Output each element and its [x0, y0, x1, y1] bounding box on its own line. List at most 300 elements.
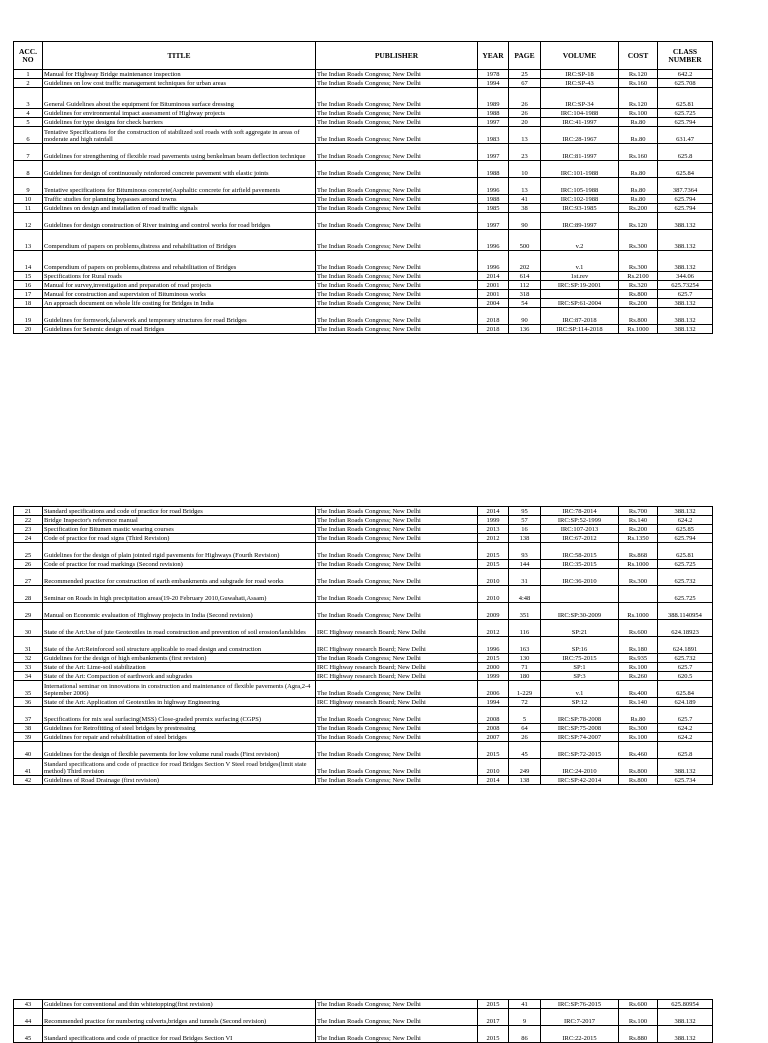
cell-volume: IRC:SP:75-2008	[541, 724, 619, 733]
cell-year: 1996	[478, 178, 509, 195]
cell-page: 4:48	[509, 586, 541, 603]
cell-page: 180	[509, 672, 541, 681]
cell-volume: IRC:SP:30-2009	[541, 603, 619, 620]
cell-page: 86	[509, 1026, 541, 1043]
cell-cost: Rs.80	[619, 161, 658, 178]
cell-year: 1994	[478, 698, 509, 707]
cell-cost: Rs.120	[619, 70, 658, 79]
cell-year: 2014	[478, 507, 509, 516]
header-volume: VOLUME	[541, 42, 619, 70]
cell-page: 13	[509, 127, 541, 144]
cell-title: Standard specifications and code of practice for road Bridges	[43, 507, 316, 516]
cell-year: 1999	[478, 516, 509, 525]
table-row	[14, 733, 713, 742]
cell-page: 31	[509, 569, 541, 586]
cell-class-number: 625.80954	[658, 1000, 713, 1009]
cell-cost: Rs.200	[619, 204, 658, 213]
cell-title: Guidelines for Seismic design of road Bridges	[43, 325, 316, 334]
cell-publisher: The Indian Roads Congress; New Delhi	[316, 88, 478, 109]
cell-acc-no: 15	[14, 272, 43, 281]
cell-title: Manual for survey,investigation and preparation of road projects	[43, 281, 316, 290]
cell-class-number: 625.85	[658, 525, 713, 534]
cell-cost: Rs.140	[619, 698, 658, 707]
cell-acc-no: 18	[14, 299, 43, 308]
cell-acc-no: 22	[14, 516, 43, 525]
table-row	[14, 127, 713, 144]
table-row	[14, 1026, 713, 1043]
table-row	[14, 272, 713, 281]
table-row	[14, 724, 713, 733]
cell-year: 2012	[478, 620, 509, 637]
cell-publisher: The Indian Roads Congress; New Delhi	[316, 213, 478, 230]
cell-title: Standard specifications and code of practice for road Bridges Section V Steel road bridges(limit state method) Third revision	[43, 759, 316, 776]
cell-page: 163	[509, 637, 541, 654]
cell-title: Manual for Highway Bridge maintenance inspection	[43, 70, 316, 79]
cell-cost: Rs.1000	[619, 603, 658, 620]
cell-page: 26	[509, 733, 541, 742]
cell-cost: Rs.80	[619, 118, 658, 127]
table-row	[14, 1009, 713, 1026]
cell-cost: Rs.300	[619, 724, 658, 733]
table-row	[14, 586, 713, 603]
cell-page: 112	[509, 281, 541, 290]
cell-volume	[541, 586, 619, 603]
cell-acc-no: 20	[14, 325, 43, 334]
cell-title: Guidelines on design and installation of road traffic signals	[43, 204, 316, 213]
cell-publisher: The Indian Roads Congress; New Delhi	[316, 776, 478, 785]
cell-cost: Rs.160	[619, 144, 658, 161]
cell-page: 38	[509, 204, 541, 213]
cell-title: State of the Art:Reinforced soil structure applicable to road design and construction	[43, 637, 316, 654]
cell-page: 500	[509, 230, 541, 251]
cell-title: State of the Art: Application of Geotextiles in highway Engineering	[43, 698, 316, 707]
cell-year: 1996	[478, 251, 509, 272]
cell-cost: Rs.120	[619, 88, 658, 109]
table-row	[14, 109, 713, 118]
cell-acc-no: 8	[14, 161, 43, 178]
cell-publisher: The Indian Roads Congress; New Delhi	[316, 161, 478, 178]
cell-acc-no: 11	[14, 204, 43, 213]
cell-year: 1996	[478, 637, 509, 654]
cell-cost: Rs.2100	[619, 272, 658, 281]
cell-page: 71	[509, 663, 541, 672]
cell-volume: IRC:81-1997	[541, 144, 619, 161]
cell-acc-no: 2	[14, 79, 43, 88]
cell-acc-no: 6	[14, 127, 43, 144]
cell-volume: v.2	[541, 230, 619, 251]
cell-year: 2015	[478, 654, 509, 663]
cell-page: 13	[509, 178, 541, 195]
header-acc-no: ACC. NO	[14, 42, 43, 70]
cell-publisher: IRC Highway research Board; New Delhi	[316, 663, 478, 672]
cell-page: 138	[509, 534, 541, 543]
table-row	[14, 290, 713, 299]
cell-page: 1-229	[509, 681, 541, 698]
cell-publisher: The Indian Roads Congress; New Delhi	[316, 118, 478, 127]
cell-cost: Rs.100	[619, 733, 658, 742]
cell-volume: IRC:SP-18	[541, 70, 619, 79]
cell-year: 1997	[478, 213, 509, 230]
cell-year: 2015	[478, 742, 509, 759]
cell-acc-no: 42	[14, 776, 43, 785]
cell-year: 1997	[478, 118, 509, 127]
cell-class-number: 624.2	[658, 724, 713, 733]
cell-acc-no: 12	[14, 213, 43, 230]
cell-publisher: IRC Highway research Board; New Delhi	[316, 698, 478, 707]
cell-class-number: 625.725	[658, 109, 713, 118]
cell-publisher: The Indian Roads Congress; New Delhi	[316, 724, 478, 733]
cell-cost: Rs.868	[619, 543, 658, 560]
cell-title: State of the Art:Use of jute Geotextiles in road construction and prevention of soil erosion/landslides	[43, 620, 316, 637]
cell-volume	[541, 290, 619, 299]
cell-publisher: IRC Highway research Board; New Delhi	[316, 620, 478, 637]
cell-page: 41	[509, 1000, 541, 1009]
cell-acc-no: 3	[14, 88, 43, 109]
cell-cost: Rs.600	[619, 1000, 658, 1009]
cell-year: 1997	[478, 144, 509, 161]
cell-cost: Rs.80	[619, 127, 658, 144]
cell-publisher: The Indian Roads Congress; New Delhi	[316, 586, 478, 603]
table-row	[14, 299, 713, 308]
cell-class-number: 625.8	[658, 144, 713, 161]
cell-volume: IRC:SP:52-1999	[541, 516, 619, 525]
cell-publisher: The Indian Roads Congress; New Delhi	[316, 534, 478, 543]
cell-cost: Rs.700	[619, 507, 658, 516]
cell-acc-no: 29	[14, 603, 43, 620]
cell-class-number: 625.7	[658, 663, 713, 672]
cell-year: 2018	[478, 325, 509, 334]
cell-publisher: The Indian Roads Congress; New Delhi	[316, 1026, 478, 1043]
cell-acc-no: 43	[14, 1000, 43, 1009]
cell-publisher: The Indian Roads Congress; New Delhi	[316, 299, 478, 308]
table-row	[14, 88, 713, 109]
cell-year: 1996	[478, 230, 509, 251]
cell-publisher: The Indian Roads Congress; New Delhi	[316, 127, 478, 144]
cell-title: Guidelines for repair and rehabilitation of steel bridges	[43, 733, 316, 742]
cell-title: Guidelines for the design of high embankments (first revision)	[43, 654, 316, 663]
table-row	[14, 325, 713, 334]
cell-class-number: 388.132	[658, 1009, 713, 1026]
cell-acc-no: 28	[14, 586, 43, 603]
table-row	[14, 620, 713, 637]
table-row	[14, 663, 713, 672]
cell-volume: IRC:101-1988	[541, 161, 619, 178]
header-title: TITLE	[43, 42, 316, 70]
cell-acc-no: 7	[14, 144, 43, 161]
cell-title: International seminar on innovations in construction and maintenance of flexible pavements (Agra,2-4 September 2006)	[43, 681, 316, 698]
cell-class-number: 625.794	[658, 118, 713, 127]
table-row	[14, 79, 713, 88]
cell-volume: IRC:58-2015	[541, 543, 619, 560]
cell-cost: Rs.300	[619, 251, 658, 272]
cell-year: 2010	[478, 759, 509, 776]
cell-class-number: 620.5	[658, 672, 713, 681]
cell-publisher: The Indian Roads Congress; New Delhi	[316, 195, 478, 204]
cell-acc-no: 10	[14, 195, 43, 204]
cell-acc-no: 39	[14, 733, 43, 742]
cell-volume: v.1	[541, 251, 619, 272]
cell-page: 138	[509, 776, 541, 785]
cell-class-number: 388.132	[658, 251, 713, 272]
cell-year: 2008	[478, 707, 509, 724]
table-row	[14, 70, 713, 79]
cell-cost: Rs.800	[619, 308, 658, 325]
cell-publisher: The Indian Roads Congress; New Delhi	[316, 70, 478, 79]
cell-title: Tentative Specifications for the construction of stabilized soil roads with soft aggregate in areas of moderate and high rainfall	[43, 127, 316, 144]
cell-year: 1988	[478, 109, 509, 118]
cell-acc-no: 25	[14, 543, 43, 560]
cell-volume: IRC:75-2015	[541, 654, 619, 663]
cell-class-number: 388.132	[658, 299, 713, 308]
cell-year: 2015	[478, 1000, 509, 1009]
cell-title: Manual for construction and supervision of Bituminous works	[43, 290, 316, 299]
cell-volume: IRC:SP:78-2008	[541, 707, 619, 724]
cell-year: 2014	[478, 272, 509, 281]
cell-year: 2018	[478, 308, 509, 325]
cell-publisher: The Indian Roads Congress; New Delhi	[316, 654, 478, 663]
cell-cost: Rs.80	[619, 195, 658, 204]
table-row	[14, 637, 713, 654]
cell-publisher: The Indian Roads Congress; New Delhi	[316, 525, 478, 534]
cell-class-number: 624.1891	[658, 637, 713, 654]
cell-page: 45	[509, 742, 541, 759]
cell-publisher: The Indian Roads Congress; New Delhi	[316, 569, 478, 586]
cell-title: Compendium of papers on problems,distress and rehabilitation of Bridges	[43, 230, 316, 251]
cell-title: State of the Art: Compaction of earthwork and subgrades	[43, 672, 316, 681]
cell-volume: IRC:SP-34	[541, 88, 619, 109]
cell-page: 9	[509, 1009, 541, 1026]
table-row	[14, 178, 713, 195]
cell-cost: Rs.160	[619, 79, 658, 88]
cell-publisher: The Indian Roads Congress; New Delhi	[316, 308, 478, 325]
cell-acc-no: 27	[14, 569, 43, 586]
cell-year: 2015	[478, 560, 509, 569]
cell-page: 95	[509, 507, 541, 516]
cell-class-number: 625.73254	[658, 281, 713, 290]
cell-class-number: 388.132	[658, 213, 713, 230]
cell-page: 20	[509, 118, 541, 127]
header-year: YEAR	[478, 42, 509, 70]
cell-title: State of the Art: Lime-soil stabilization	[43, 663, 316, 672]
table-row	[14, 543, 713, 560]
cell-publisher: The Indian Roads Congress; New Delhi	[316, 759, 478, 776]
cell-acc-no: 37	[14, 707, 43, 724]
cell-page: 90	[509, 308, 541, 325]
cell-class-number: 625.81	[658, 543, 713, 560]
cell-volume: IRC:104-1988	[541, 109, 619, 118]
cell-volume: IRC:24-2010	[541, 759, 619, 776]
cell-year: 2012	[478, 534, 509, 543]
cell-year: 1989	[478, 88, 509, 109]
cell-volume: IRC:SP:19-2001	[541, 281, 619, 290]
cell-volume: IRC:35-2015	[541, 560, 619, 569]
cell-acc-no: 13	[14, 230, 43, 251]
cell-title: Bridge Inspector's reference manual	[43, 516, 316, 525]
cell-title: An approach document on whole life costing for Bridges in India	[43, 299, 316, 308]
cell-publisher: The Indian Roads Congress; New Delhi	[316, 560, 478, 569]
cell-acc-no: 14	[14, 251, 43, 272]
header-class-number: CLASS NUMBER	[658, 42, 713, 70]
cell-cost: Rs.400	[619, 681, 658, 698]
cell-year: 2000	[478, 663, 509, 672]
cell-title: Specification for Bitumen mastic wearing courses	[43, 525, 316, 534]
table-row	[14, 742, 713, 759]
table-row	[14, 569, 713, 586]
cell-class-number: 388.1140954	[658, 603, 713, 620]
cell-page: 72	[509, 698, 541, 707]
cell-volume: IRC:SP:42-2014	[541, 776, 619, 785]
cell-class-number: 387.7364	[658, 178, 713, 195]
cell-class-number: 624.2	[658, 733, 713, 742]
cell-year: 1988	[478, 195, 509, 204]
cell-class-number: 625.84	[658, 161, 713, 178]
cell-class-number: 625.725	[658, 586, 713, 603]
table-row	[14, 507, 713, 516]
cell-year: 1999	[478, 672, 509, 681]
table-row	[14, 251, 713, 272]
cell-cost: Rs.200	[619, 299, 658, 308]
cell-page: 25	[509, 70, 541, 79]
cell-volume: v.1	[541, 681, 619, 698]
cell-class-number: 625.7	[658, 707, 713, 724]
table-row	[14, 560, 713, 569]
cell-publisher: The Indian Roads Congress; New Delhi	[316, 272, 478, 281]
cell-class-number: 388.132	[658, 325, 713, 334]
cell-class-number: 625.732	[658, 654, 713, 663]
cell-class-number: 625.7	[658, 290, 713, 299]
cell-page: 26	[509, 88, 541, 109]
table-row	[14, 204, 713, 213]
cell-class-number: 624.18923	[658, 620, 713, 637]
cell-volume: IRC:SP:76-2015	[541, 1000, 619, 1009]
cell-page: 614	[509, 272, 541, 281]
cell-class-number: 388.132	[658, 759, 713, 776]
cell-page: 93	[509, 543, 541, 560]
cell-cost: Rs.935	[619, 654, 658, 663]
cell-acc-no: 16	[14, 281, 43, 290]
cell-cost: Rs.120	[619, 213, 658, 230]
cell-acc-no: 1	[14, 70, 43, 79]
cell-volume: IRC:41-1997	[541, 118, 619, 127]
cell-publisher: The Indian Roads Congress; New Delhi	[316, 281, 478, 290]
cell-cost: Rs.300	[619, 569, 658, 586]
cell-title: Seminar on Roads in high precipitation areas(19-20 February 2010,Guwahati,Assam)	[43, 586, 316, 603]
cell-publisher: The Indian Roads Congress; New Delhi	[316, 230, 478, 251]
table-row	[14, 603, 713, 620]
table-row	[14, 118, 713, 127]
cell-class-number: 388.132	[658, 308, 713, 325]
cell-page: 5	[509, 707, 541, 724]
cell-volume: IRC:22-2015	[541, 1026, 619, 1043]
cell-year: 2006	[478, 681, 509, 698]
cell-class-number: 624.189	[658, 698, 713, 707]
table-row	[14, 161, 713, 178]
cell-page: 41	[509, 195, 541, 204]
cell-year: 2010	[478, 569, 509, 586]
cell-class-number: 625.81	[658, 88, 713, 109]
cell-cost: Rs.180	[619, 637, 658, 654]
cell-cost: Rs.1350	[619, 534, 658, 543]
cell-class-number: 625.8	[658, 742, 713, 759]
cell-volume: SP:12	[541, 698, 619, 707]
cell-acc-no: 21	[14, 507, 43, 516]
cell-year: 2015	[478, 543, 509, 560]
cell-volume: SP:21	[541, 620, 619, 637]
cell-cost: Rs.1000	[619, 325, 658, 334]
cell-title: Guidelines for strengthening of flexible road pavements using benkelman beam deflection technique	[43, 144, 316, 161]
cell-cost: Rs.200	[619, 525, 658, 534]
cell-title: Tentative specifications for Bituminous concrete(Asphaltic concrete for airfield pavements	[43, 178, 316, 195]
cell-class-number: 642.2	[658, 70, 713, 79]
cell-cost: Rs.1000	[619, 560, 658, 569]
cell-publisher: IRC Highway research Board; New Delhi	[316, 672, 478, 681]
cell-publisher: The Indian Roads Congress; New Delhi	[316, 543, 478, 560]
cell-publisher: The Indian Roads Congress; New Delhi	[316, 1009, 478, 1026]
cell-title: Specifications for Rural roads	[43, 272, 316, 281]
cell-acc-no: 26	[14, 560, 43, 569]
cell-year: 1994	[478, 79, 509, 88]
cell-publisher: The Indian Roads Congress; New Delhi	[316, 325, 478, 334]
cell-page: 54	[509, 299, 541, 308]
cell-year: 2001	[478, 281, 509, 290]
cell-acc-no: 23	[14, 525, 43, 534]
cell-cost: Rs.100	[619, 663, 658, 672]
cell-cost: Rs.800	[619, 776, 658, 785]
cell-year: 2017	[478, 1009, 509, 1026]
cell-class-number: 624.2	[658, 516, 713, 525]
cell-cost: Rs.880	[619, 1026, 658, 1043]
cell-acc-no: 41	[14, 759, 43, 776]
catalog-table-2	[13, 506, 713, 785]
table-row	[14, 759, 713, 776]
cell-acc-no: 45	[14, 1026, 43, 1043]
cell-cost: Rs.300	[619, 230, 658, 251]
cell-page: 318	[509, 290, 541, 299]
cell-title: Guidelines for type designs for check barriers	[43, 118, 316, 127]
cell-volume: IRC:89-1997	[541, 213, 619, 230]
cell-title: Guidelines for the design of flexible pavements for low volume rural roads (First revision)	[43, 742, 316, 759]
cell-acc-no: 38	[14, 724, 43, 733]
cell-cost: Rs.80	[619, 707, 658, 724]
cell-page: 64	[509, 724, 541, 733]
cell-cost	[619, 586, 658, 603]
cell-volume: IRC:78-2014	[541, 507, 619, 516]
cell-year: 2007	[478, 733, 509, 742]
cell-class-number: 388.132	[658, 507, 713, 516]
cell-publisher: The Indian Roads Congress; New Delhi	[316, 681, 478, 698]
table-row	[14, 308, 713, 325]
cell-page: 16	[509, 525, 541, 534]
cell-acc-no: 32	[14, 654, 43, 663]
cell-acc-no: 44	[14, 1009, 43, 1026]
cell-title: Compendium of papers on problems,distress and rehabilitation of Bridges	[43, 251, 316, 272]
table-row	[14, 776, 713, 785]
table-row	[14, 525, 713, 534]
cell-publisher: The Indian Roads Congress; New Delhi	[316, 144, 478, 161]
cell-class-number: 625.708	[658, 79, 713, 88]
cell-cost: Rs.460	[619, 742, 658, 759]
table-row	[14, 698, 713, 707]
cell-page: 136	[509, 325, 541, 334]
cell-publisher: The Indian Roads Congress; New Delhi	[316, 79, 478, 88]
table-row	[14, 707, 713, 724]
cell-year: 2010	[478, 586, 509, 603]
cell-acc-no: 5	[14, 118, 43, 127]
cell-class-number: 631.47	[658, 127, 713, 144]
cell-title: Guidelines for design construction of River training and control works for road bridges	[43, 213, 316, 230]
cell-class-number: 388.132	[658, 230, 713, 251]
cell-page: 57	[509, 516, 541, 525]
